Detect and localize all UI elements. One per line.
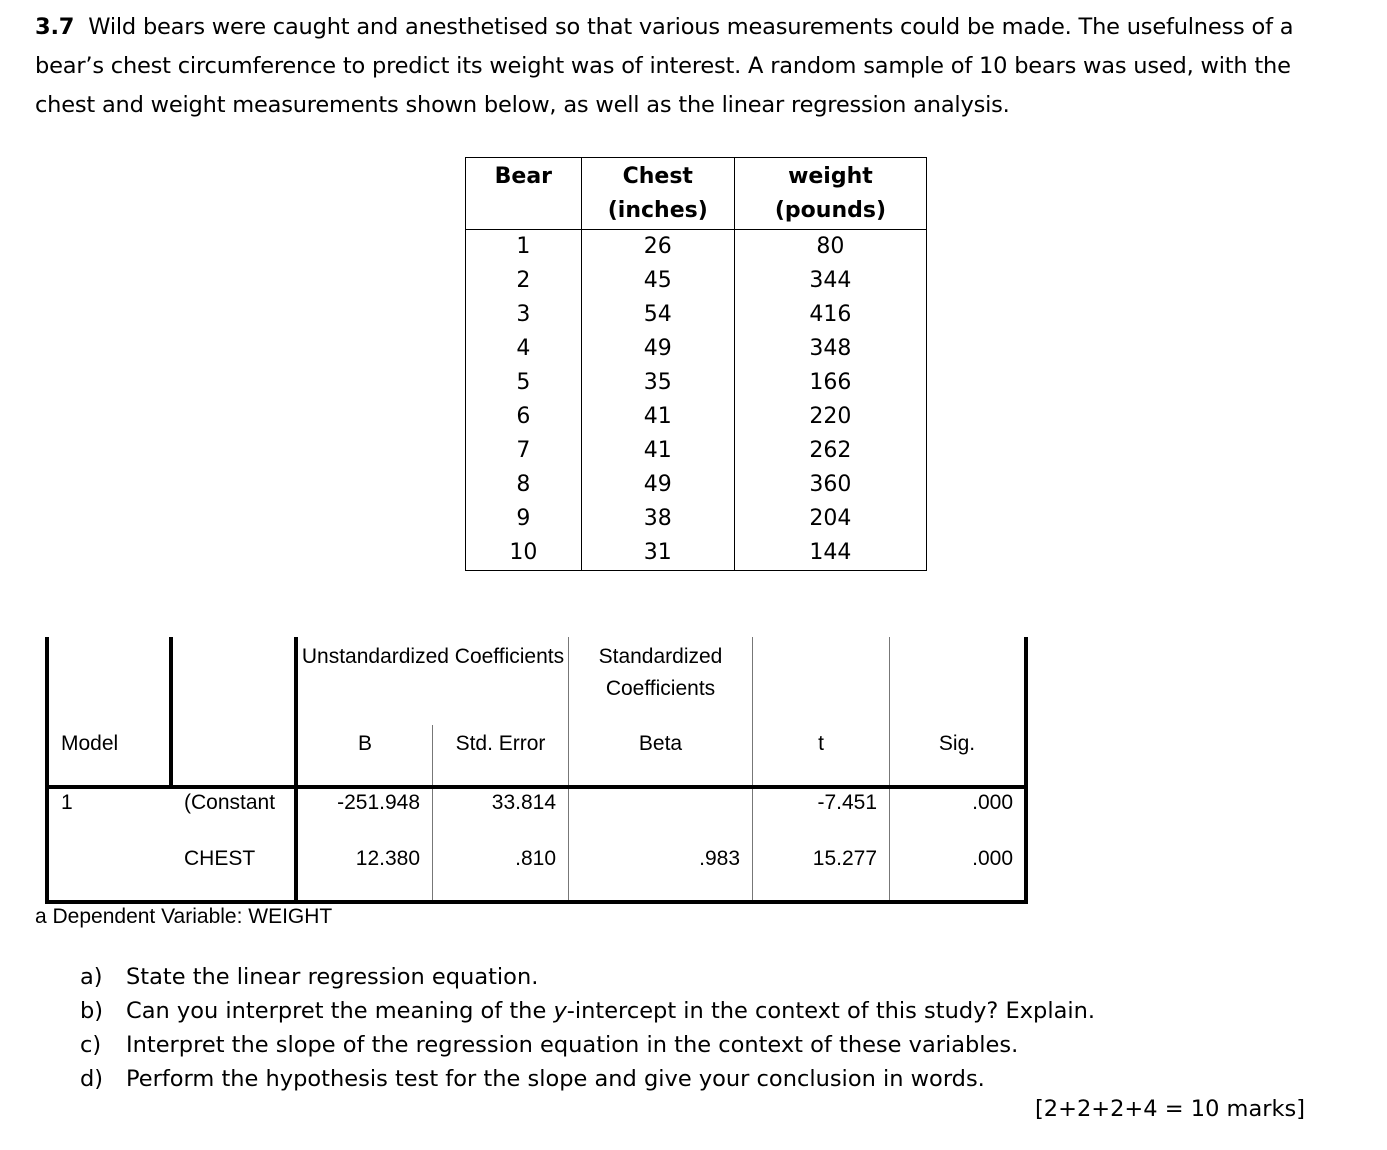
part-label: c) — [80, 1032, 102, 1058]
table-row — [466, 434, 927, 468]
marks-allocation: [2+2+2+4 = 10 marks] — [1035, 1096, 1306, 1122]
cell-chest: 31 — [581, 536, 734, 571]
cell-sig: .000 — [972, 791, 1013, 814]
table-row — [466, 468, 927, 502]
cell-bear: 5 — [466, 366, 582, 400]
header-standardized: Standardized Coefficients — [598, 645, 723, 700]
table-row — [466, 536, 927, 571]
cell-weight: 220 — [734, 400, 926, 434]
question-parts — [80, 960, 1095, 1096]
table-row — [466, 366, 927, 400]
header-unstandardized: Unstandardized Coefficients — [301, 645, 565, 668]
cell-bear: 4 — [466, 332, 582, 366]
cell-se: .810 — [515, 847, 556, 870]
part-text — [126, 994, 1095, 1028]
table-border — [169, 637, 173, 787]
cell-weight: 262 — [734, 434, 926, 468]
cell-weight: 166 — [734, 366, 926, 400]
bear-data-table — [465, 157, 927, 571]
cell-weight: 360 — [734, 468, 926, 502]
cell-weight: 204 — [734, 502, 926, 536]
cell-weight: 144 — [734, 536, 926, 571]
cell-weight: 344 — [734, 264, 926, 298]
part-text — [126, 960, 538, 994]
question-part — [80, 1028, 1095, 1062]
header-beta: Beta — [638, 732, 683, 755]
part-label: d) — [80, 1066, 104, 1092]
cell-t: 15.277 — [812, 847, 877, 870]
cell-b: 12.380 — [355, 847, 420, 870]
cell-chest: 49 — [581, 332, 734, 366]
cell-weight: 80 — [734, 230, 926, 265]
cell-bear: 1 — [466, 230, 582, 265]
header-chest: Chest (inches) — [581, 158, 734, 230]
part-text — [126, 1062, 985, 1096]
header-sig: Sig. — [938, 732, 976, 755]
cell-bear: 6 — [466, 400, 582, 434]
cell-bear: 10 — [466, 536, 582, 571]
cell-bear: 8 — [466, 468, 582, 502]
header-std-error: Std. Error — [455, 732, 546, 755]
table-row — [466, 502, 927, 536]
part-text-pre: State the linear regression equation. — [126, 964, 539, 990]
cell-se: 33.814 — [491, 791, 556, 814]
question-text: Wild bears were caught and anesthetised so that various measurements could be made. The usefulness of a bear’s chest circumference to predict its weight was of interest. A random sample of 10 bears was used, with the chest and weight measurements shown below, as well as the linear regression analysis. — [35, 14, 1294, 118]
cell-b: -251.948 — [337, 791, 420, 814]
table-header-row — [466, 158, 927, 230]
table-header-rule — [45, 785, 1028, 789]
cell-beta: .983 — [699, 847, 740, 870]
cell-model: 1 — [61, 791, 73, 814]
part-label: b) — [80, 998, 104, 1024]
cell-bear: 3 — [466, 298, 582, 332]
cell-chest: 41 — [581, 400, 734, 434]
header-weight: weight (pounds) — [734, 158, 926, 230]
cell-chest: 35 — [581, 366, 734, 400]
part-label: a) — [80, 964, 103, 990]
cell-term: CHEST — [184, 847, 256, 870]
question-part — [80, 1062, 1095, 1096]
question-number: 3.7 — [35, 14, 75, 40]
table-row — [466, 264, 927, 298]
cell-bear: 9 — [466, 502, 582, 536]
table-row — [466, 332, 927, 366]
cell-bear: 7 — [466, 434, 582, 468]
cell-chest: 26 — [581, 230, 734, 265]
cell-sig: .000 — [972, 847, 1013, 870]
cell-weight: 416 — [734, 298, 926, 332]
table-row — [466, 230, 927, 265]
cell-t: -7.451 — [817, 791, 877, 814]
table-row — [466, 298, 927, 332]
table-border — [45, 637, 49, 904]
header-t: t — [818, 732, 824, 755]
cell-bear: 2 — [466, 264, 582, 298]
table-row — [466, 400, 927, 434]
cell-chest: 54 — [581, 298, 734, 332]
cell-chest: 38 — [581, 502, 734, 536]
part-text-post: -intercept in the context of this study? Explain. — [566, 998, 1096, 1024]
header-model: Model — [61, 732, 119, 755]
question-part — [80, 994, 1095, 1028]
cell-chest: 45 — [581, 264, 734, 298]
part-text-italic: y — [553, 998, 567, 1024]
cell-weight: 348 — [734, 332, 926, 366]
part-text-pre: Can you interpret the meaning of the — [126, 998, 554, 1024]
question-intro — [35, 8, 1355, 125]
cell-chest: 49 — [581, 468, 734, 502]
header-b: B — [357, 732, 372, 755]
table-border — [1024, 637, 1028, 904]
cell-term: (Constant — [184, 791, 276, 814]
header-bear: Bear — [466, 158, 582, 230]
cell-chest: 41 — [581, 434, 734, 468]
question-part — [80, 960, 1095, 994]
coefficients-table — [45, 637, 1028, 904]
part-text-pre: Perform the hypothesis test for the slope and give your conclusion in words. — [126, 1066, 985, 1092]
part-text-pre: Interpret the slope of the regression equation in the context of these variables. — [126, 1032, 1019, 1058]
part-text — [126, 1028, 1018, 1062]
table-footnote: a Dependent Variable: WEIGHT — [35, 905, 333, 928]
table-bottom-rule — [45, 900, 1028, 904]
